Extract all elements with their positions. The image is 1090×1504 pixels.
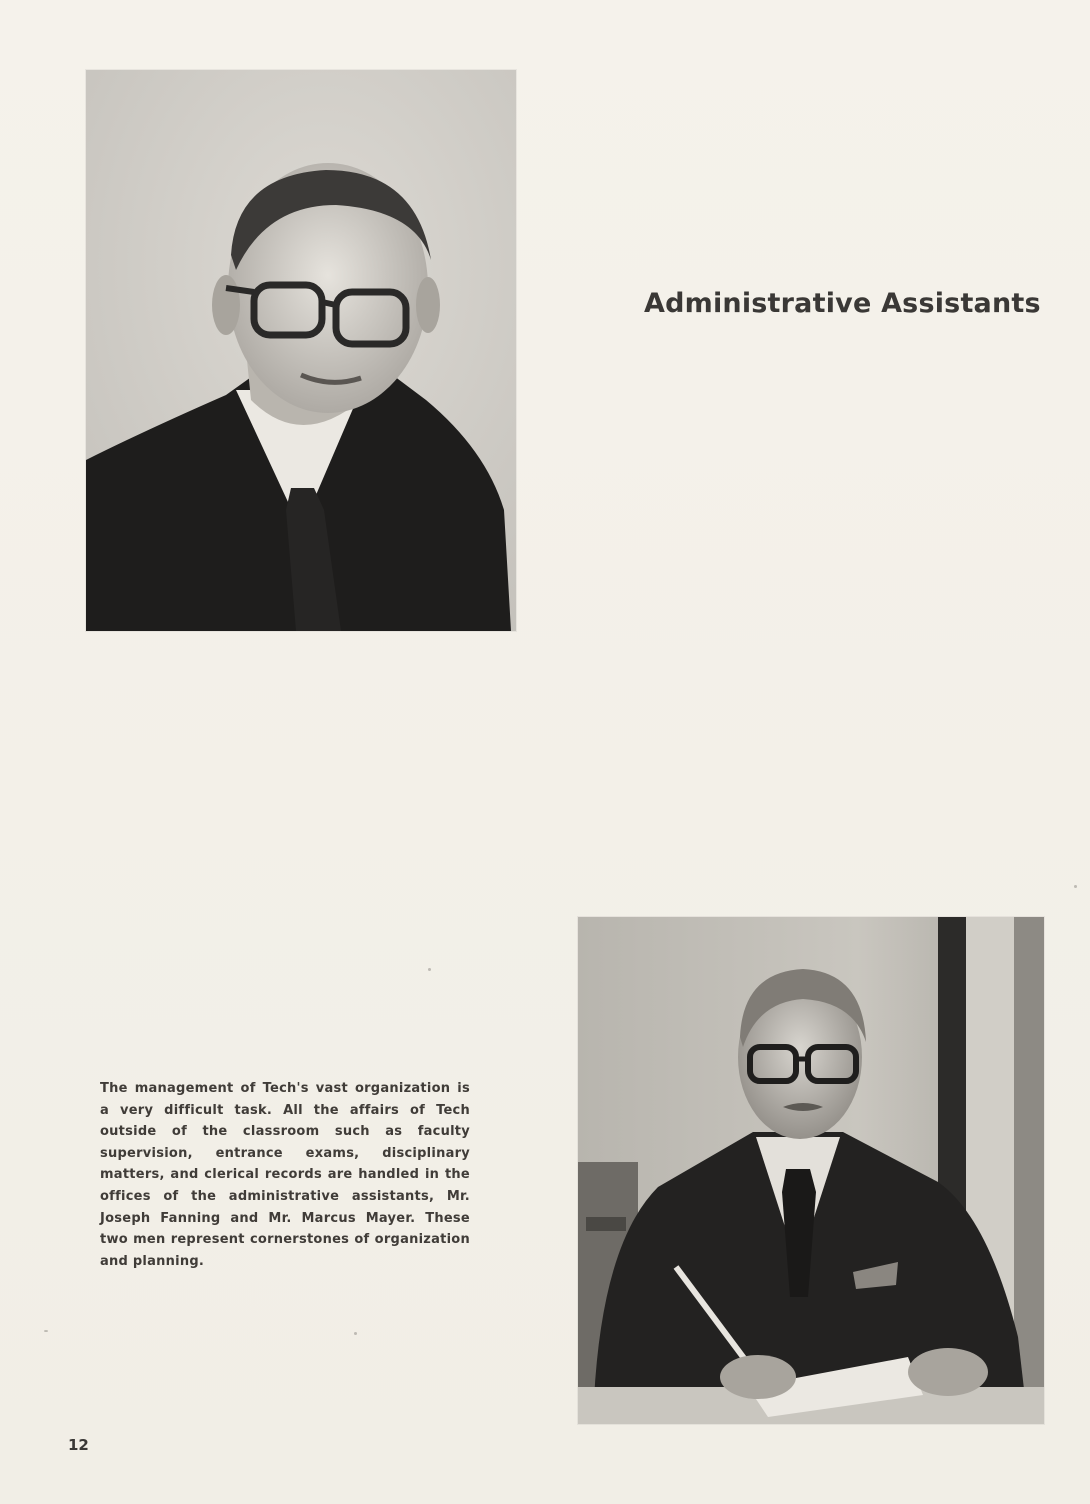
portrait-photo-icon — [578, 917, 1044, 1424]
portrait-photo-top — [86, 70, 516, 631]
portrait-photo-icon — [86, 70, 516, 631]
body-paragraph: The management of Tech's vast organization is a very difficult task. All the affairs of Tech outside of the classroom such as faculty supervision, entrance exams, disciplinary matters, and clerical records are handled in the offices of the administrative assistants, Mr. Joseph Fanning and Mr. Marcus Mayer. These two men represent cornerstones of organization and planning. — [100, 1081, 470, 1269]
portrait-photo-bottom — [578, 917, 1044, 1424]
paper-speck — [428, 968, 431, 971]
paper-speck — [44, 1330, 48, 1332]
paper-speck — [1074, 885, 1077, 888]
page-number: 12 — [68, 1436, 89, 1454]
paper-speck — [354, 1332, 357, 1335]
page-title: Administrative Assistants — [644, 288, 1041, 320]
